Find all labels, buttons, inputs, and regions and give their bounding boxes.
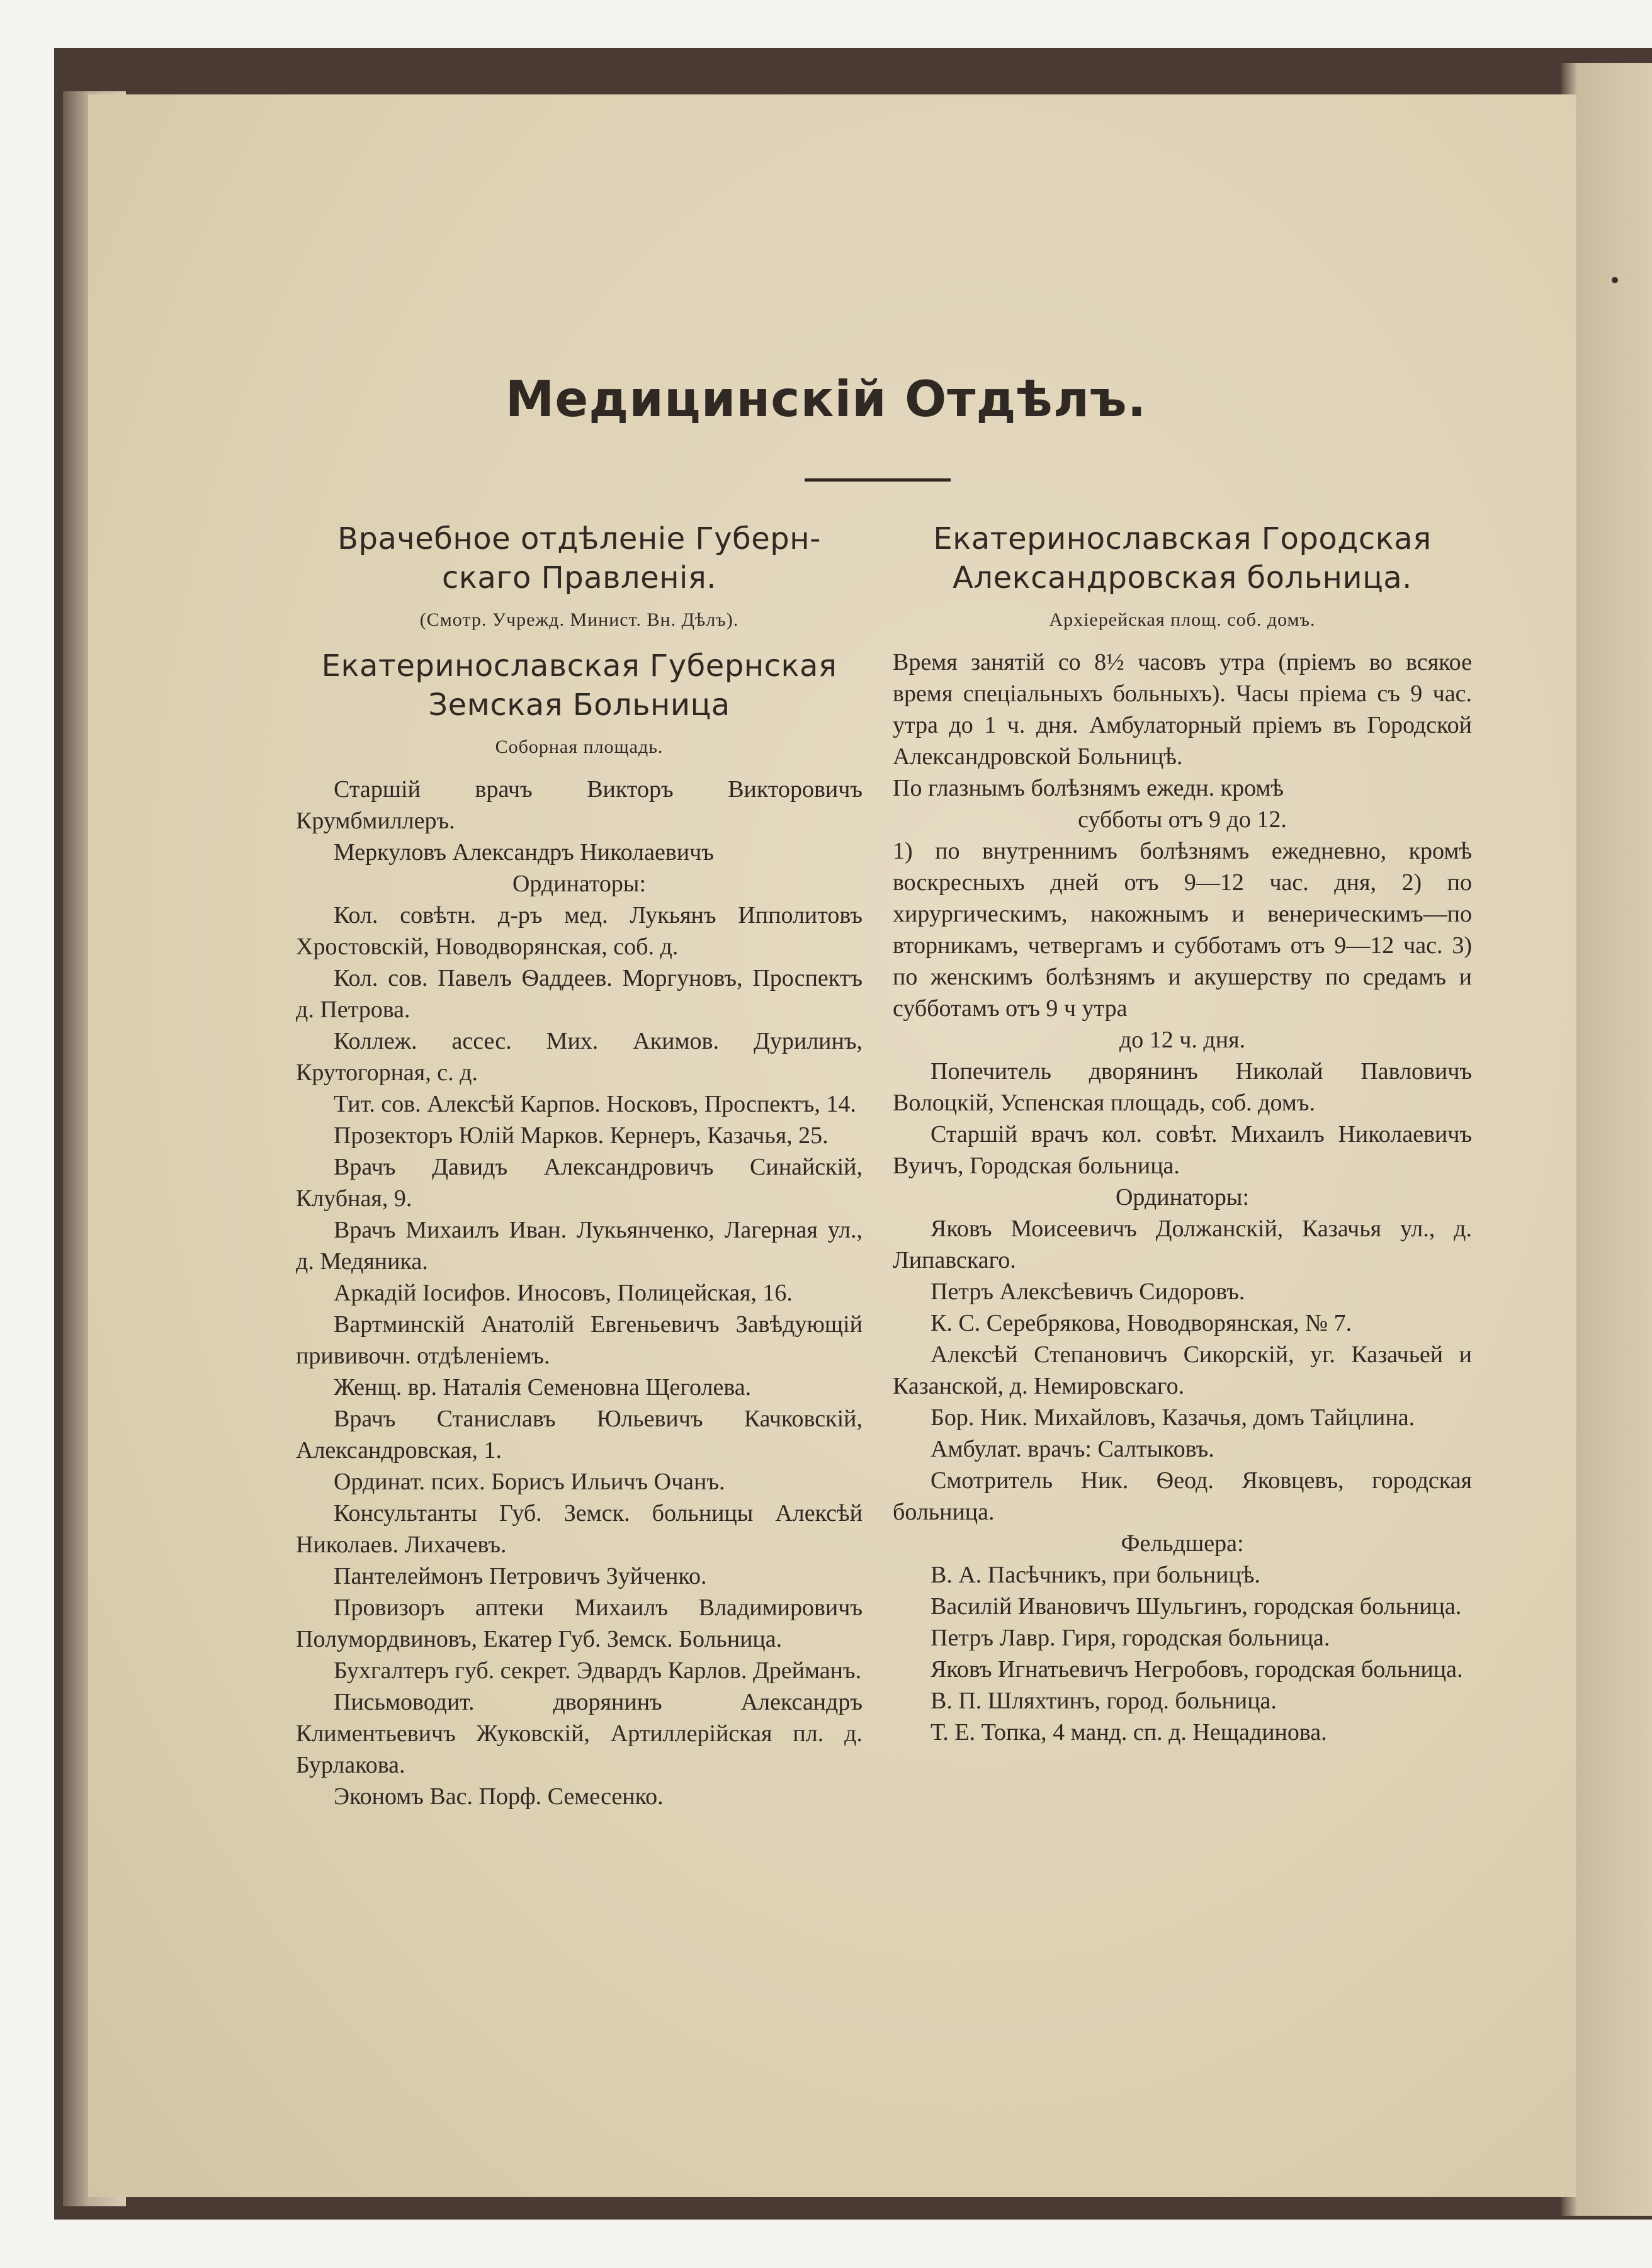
entry: Врачъ Станиславъ Юльевичъ Качковскій, Александровская, 1. xyxy=(296,1406,863,1464)
left-column xyxy=(296,519,863,1812)
left-heading-2: Екатеринославская Губернская Земская Больница xyxy=(321,648,837,723)
right-column xyxy=(893,519,1472,1748)
entry: Ординат. псих. Борисъ Ильичъ Очанъ. xyxy=(334,1469,725,1495)
entry: Кол. сов. Павелъ Ѳаддеев. Моргуновъ, Проспектъ д. Петрова. xyxy=(296,965,863,1023)
entry-cont: субботы отъ 9 до 12. xyxy=(1078,806,1287,833)
entry: Аркадій Іосифов. Иносовъ, Полицейская, 16. xyxy=(334,1280,793,1306)
entry: Экономъ Вас. Порф. Семесенко. xyxy=(334,1783,664,1810)
entry: Консультанты Губ. Земск. больницы Алексѣй Николаев. Лихачевъ. xyxy=(296,1500,863,1558)
entry: Василій Ивановичъ Шульгинъ, городская больница. xyxy=(931,1593,1462,1620)
binding-mark xyxy=(1612,277,1618,283)
left-heading-1: Врачебное отдѣленіе Губерн-скаго Правленія. xyxy=(337,521,821,595)
entry: В. А. Пасѣчникъ, при больницѣ. xyxy=(931,1562,1260,1588)
entry: Провизоръ аптеки Михаилъ Владимировичъ Полумордвиновъ, Екатер Губ. Земск. Больница. xyxy=(296,1594,863,1652)
entry: Пантелеймонъ Петровичъ Зуйченко. xyxy=(334,1563,707,1589)
entry: Петръ Лавр. Гиря, городская больница. xyxy=(931,1625,1330,1651)
entry: Яковъ Игнатьевичъ Негробовъ, городская больница. xyxy=(931,1656,1463,1683)
left-address: Соборная площадь. xyxy=(495,736,664,757)
subheading-ordinators: Ординаторы: xyxy=(512,871,647,897)
entry: Время занятій со 8½ часовъ утра (пріемъ во всякое время спеціальныхъ больныхъ). Часы пріема съ 9 час. утра до 1 ч. дня. Амбулаторный пріемъ въ Городской Александровской Больницѣ. xyxy=(893,649,1472,770)
entry: Прозекторъ Юлій Марков. Кернеръ, Казачья, 25. xyxy=(334,1122,829,1149)
entry: Бухгалтеръ губ. секрет. Эдвардъ Карлов. Дрейманъ. xyxy=(334,1657,862,1684)
entry: К. С. Серебрякова, Новодворянская, № 7. xyxy=(931,1310,1352,1336)
entry: Письмоводит. дворянинъ Александръ Климентьевичъ Жуковскій, Артиллерійская пл. д. Бурлакова. xyxy=(296,1689,863,1778)
subheading-feldshers: Фельдшера: xyxy=(1121,1530,1244,1557)
entry: Бор. Ник. Михайловъ, Казачья, домъ Тайцлина. xyxy=(931,1404,1415,1431)
right-address: Архіерейская площ. соб. домъ. xyxy=(1049,609,1316,630)
entry: Амбулат. врачъ: Салтыковъ. xyxy=(931,1436,1214,1462)
entry: По глазнымъ болѣзнямъ ежедн. кромѣ xyxy=(893,775,1284,801)
subheading-ordinators: Ординаторы: xyxy=(1115,1184,1250,1210)
entry: Врачъ Михаилъ Иван. Лукьянченко, Лагерная ул., д. Медяника. xyxy=(296,1217,863,1275)
entry: Врачъ Давидъ Александровичъ Синайскій, Клубная, 9. xyxy=(296,1154,863,1212)
entry: 1) по внутреннимъ болѣзнямъ ежедневно, кромѣ воскресныхъ дней отъ 9—12 час. дня, 2) по хирургическимъ, накожнымъ и венерическимъ—по вторникамъ, четвергамъ и субботамъ отъ 9—12 час. 3) по женскимъ болѣзнямъ и акушерству по средамъ и субботамъ отъ 9 ч утра xyxy=(893,838,1472,1022)
entry: Алексѣй Степановичъ Сикорскій, уг. Казачьей и Казанской, д. Немировскаго. xyxy=(893,1341,1472,1399)
entry: Женщ. вр. Наталія Семеновна Щеголева. xyxy=(334,1374,752,1401)
entry: Попечитель дворянинъ Николай Павловичъ Волоцкій, Успенская площадь, соб. домъ. xyxy=(893,1058,1472,1116)
page-title: Медицинскій Отдѣлъ. xyxy=(505,371,1147,428)
entry: Яковъ Моисеевичъ Должанскій, Казачья ул., д. Липавскаго. xyxy=(893,1216,1472,1273)
left-note-1: (Смотр. Учрежд. Минист. Вн. Дѣлъ). xyxy=(419,609,739,630)
entry: Коллеж. ассес. Мих. Акимов. Дурилинъ, Крутогорная, с. д. xyxy=(296,1028,863,1086)
entry: Старшій врачъ кол. совѣт. Михаилъ Николаевичъ Вуичъ, Городская больница. xyxy=(893,1121,1472,1179)
entry-cont: до 12 ч. дня. xyxy=(1119,1027,1246,1053)
entry: Т. Е. Топка, 4 манд. сп. д. Нещадинова. xyxy=(931,1719,1327,1746)
entry: Меркуловъ Александръ Николаевичъ xyxy=(334,839,714,866)
right-heading-1: Екатеринославская Городская Александровская больница. xyxy=(933,521,1432,595)
entry: Петръ Алексѣевичъ Сидоровъ. xyxy=(931,1278,1245,1305)
entry: Вартминскій Анатолій Евгеньевичъ Завѣдующій прививочн. отдѣленіемъ. xyxy=(296,1311,863,1369)
entry: Тит. сов. Алексѣй Карпов. Носковъ, Проспектъ, 14. xyxy=(334,1091,856,1117)
entry: Смотритель Ник. Ѳеод. Яковцевъ, городская больница. xyxy=(893,1467,1472,1525)
title-divider xyxy=(805,478,951,482)
entry: Кол. совѣтн. д-ръ мед. Лукьянъ Ипполитовъ Хростовскій, Новодворянская, соб. д. xyxy=(296,902,863,960)
entry: В. П. Шляхтинъ, город. больница. xyxy=(931,1688,1277,1714)
entry: Старшій врачъ Викторъ Викторовичъ Крумбмиллеръ. xyxy=(296,776,863,834)
